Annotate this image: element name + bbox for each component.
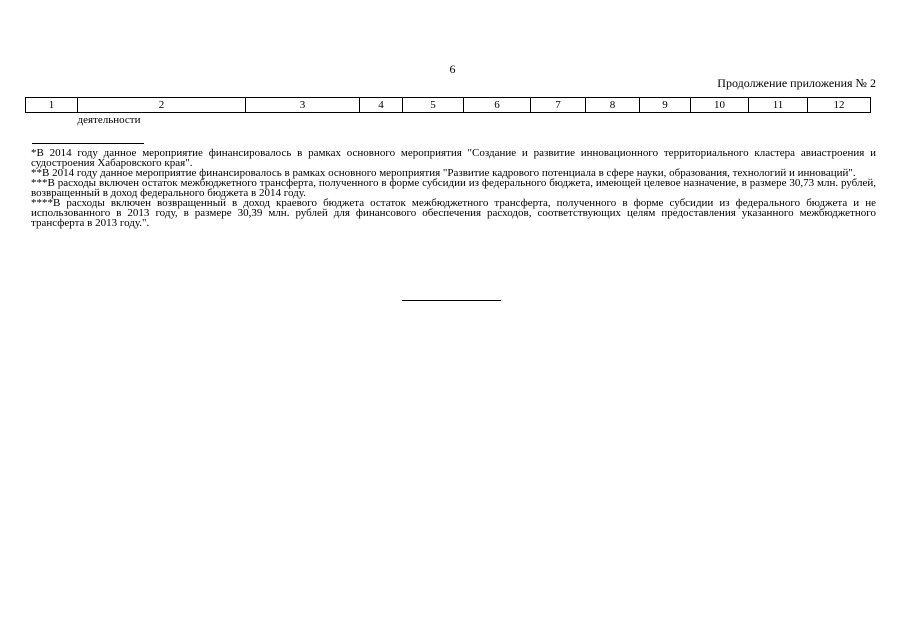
empty-cell [403, 113, 464, 128]
column-number-row [26, 98, 871, 113]
empty-cell [531, 113, 586, 128]
column-number-cell: 1 [26, 98, 78, 113]
empty-cell [26, 113, 78, 128]
continued-text-cell: деятельности [77, 113, 141, 126]
column-number-cell: 2 [78, 98, 246, 113]
table-header [25, 97, 871, 127]
appendix-continuation-label: Продолжение приложения № 2 [717, 76, 876, 90]
column-number-cell: 12 [808, 98, 871, 113]
column-number-cell: 3 [246, 98, 360, 113]
empty-cell [691, 113, 749, 128]
end-of-document-line [402, 300, 501, 301]
empty-cell [586, 113, 640, 128]
footnote-1: *В 2014 году данное мероприятие финансировалось в рамках основного мероприятия "Создание и развитие инновационного территориального кластера авиастроения и судостроения Хабаровского края". [31, 147, 876, 169]
footnote-4: ****В расходы включен возвращенный в доход краевого бюджета остаток межбюджетного трансферта, полученного в форме субсидии из федерального бюджета и не использованного в 2013 году, в размере 30,39 млн. рублей для финансового обеспечения расходов, соответствующих целям предоставления указанного межбюджетного трансферта в 2013 году.". [31, 197, 876, 229]
column-number-cell: 8 [586, 98, 640, 113]
empty-cell [246, 113, 360, 128]
page-number: 6 [449, 62, 456, 76]
empty-cell [464, 113, 531, 128]
column-number-cell: 7 [531, 98, 586, 113]
empty-cell [360, 113, 403, 128]
empty-cell [640, 113, 691, 128]
footnote-3: ***В расходы включен остаток межбюджетного трансферта, полученного в форме субсидии из федерального бюджета, имеющей целевое назначение, в размере 30,73 млн. рублей, возвращенный в доход федерального бюджета в 2014 году. [31, 177, 876, 199]
footnote-2: **В 2014 году данное мероприятие финансировалось в рамках основного мероприятия "Развитие кадрового потенциала в сфере науки, образования, технологий и инноваций". [31, 167, 856, 179]
footnotes [31, 148, 876, 228]
column-number-cell: 4 [360, 98, 403, 113]
column-number-cell: 6 [464, 98, 531, 113]
empty-cell [808, 113, 871, 128]
column-number-cell: 9 [640, 98, 691, 113]
column-number-cell: 5 [403, 98, 464, 113]
empty-cell [749, 113, 808, 128]
footnote-separator [32, 143, 144, 144]
continued-row [26, 113, 871, 128]
column-number-cell: 11 [749, 98, 808, 113]
column-number-cell: 10 [691, 98, 749, 113]
